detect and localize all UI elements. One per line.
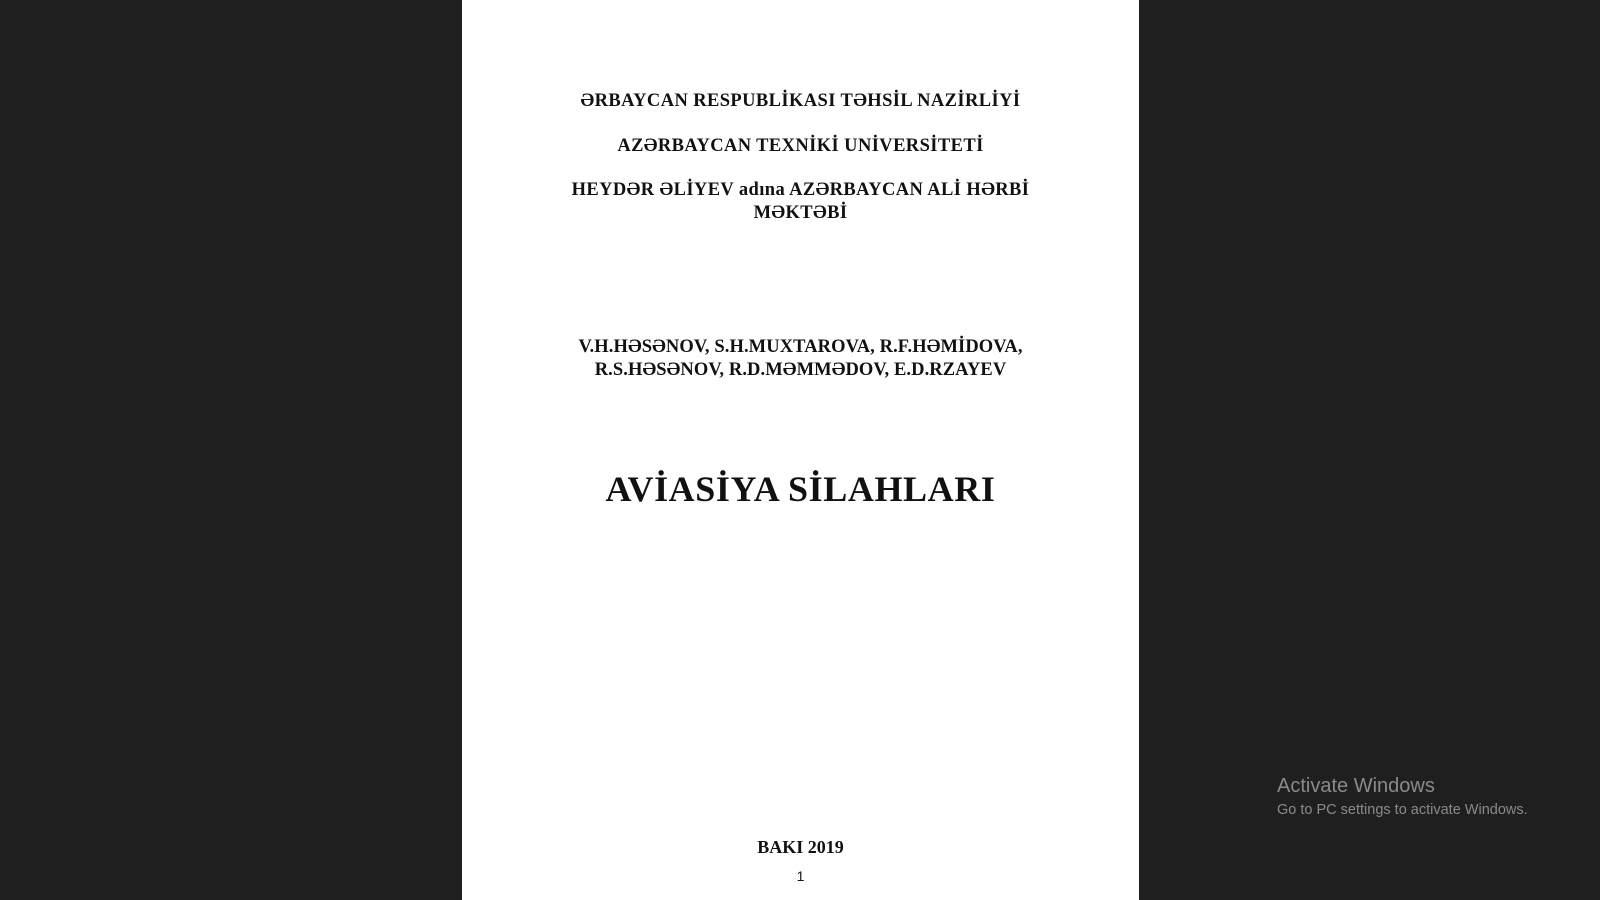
school-heading-line1: HEYDƏR ƏLİYEV adına AZƏRBAYCAN ALİ HƏRBİ xyxy=(571,180,1030,200)
city-year: BAKI 2019 xyxy=(757,837,844,857)
watermark-title: Activate Windows xyxy=(1277,775,1435,797)
watermark-subtitle: Go to PC settings to activate Windows. xyxy=(1277,802,1528,818)
authors-line1: V.H.HƏSƏNOV, S.H.MUXTAROVA, R.F.HƏMİDOVA, xyxy=(578,337,1023,357)
school-heading-line2: MƏKTƏBİ xyxy=(753,203,848,223)
ministry-heading: ƏRBAYCAN RESPUBLİKASI TƏHSİL NAZİRLİYİ xyxy=(580,91,1021,111)
page-number: 1 xyxy=(796,868,805,884)
book-title: AVİASİYA SİLAHLARI xyxy=(605,469,996,509)
authors-line2: R.S.HƏSƏNOV, R.D.MƏMMƏDOV, E.D.RZAYEV xyxy=(594,360,1007,380)
university-heading: AZƏRBAYCAN TEXNİKİ UNİVERSİTETİ xyxy=(617,136,984,156)
document-page[interactable] xyxy=(462,0,1139,900)
activate-windows-watermark xyxy=(1277,774,1528,819)
